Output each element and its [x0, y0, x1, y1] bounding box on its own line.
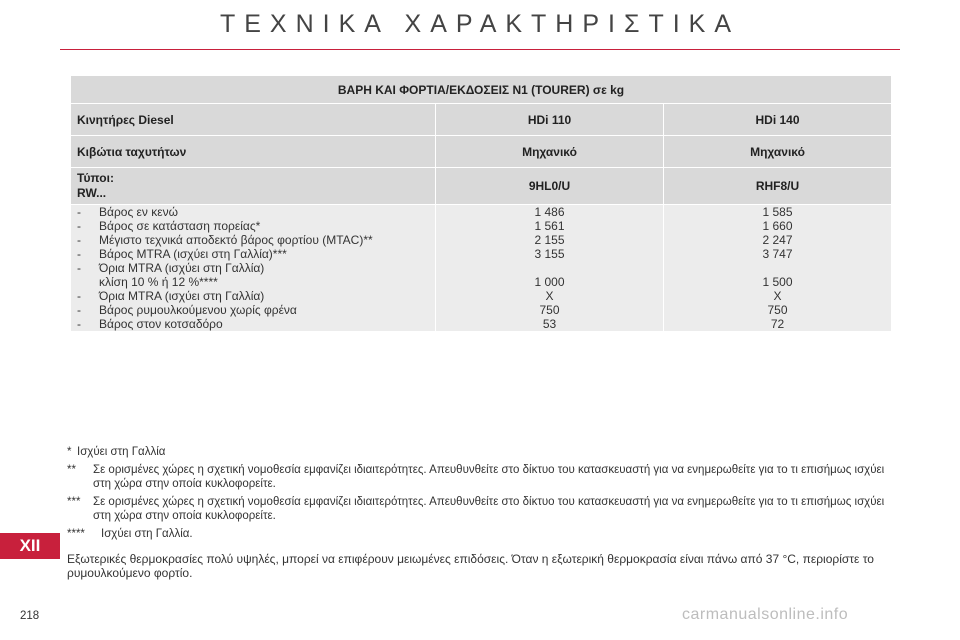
- table-row: [71, 219, 892, 233]
- row-dash: -: [77, 303, 81, 317]
- table-header-row: [71, 136, 892, 168]
- header-types-line1: Τύποι:: [77, 171, 114, 185]
- table-row: [71, 261, 892, 275]
- page-number: 218: [20, 610, 40, 622]
- footnote: [67, 495, 897, 523]
- table-row: [71, 205, 892, 220]
- row-value-col2: 750: [664, 303, 892, 317]
- header-types-col2: RHF8/U: [664, 168, 892, 205]
- row-label: Βάρος MTRA (ισχύει στη Γαλλία)***: [99, 247, 287, 261]
- row-value-col1: 53: [436, 317, 664, 331]
- footnotes: [67, 445, 897, 545]
- row-label: Όρια MTRA (ισχύει στη Γαλλία): [99, 261, 265, 275]
- row-value-col2: X: [664, 289, 892, 303]
- temperature-note: Εξωτερικές θερμοκρασίες πολύ υψηλές, μπορεί να επιφέρουν μειωμένες επιδόσεις. Όταν η εξωτερική θερμοκρασία είναι πάνω από 37 °C, περιορίστε το ρυμουλκούμενο φορτίο.: [67, 552, 874, 580]
- row-dash: -: [77, 261, 81, 275]
- footnote-text: Σε ορισμένες χώρες η σχετική νομοθεσία εμφανίζει ιδιαιτερότητες. Απευθυνθείτε στο δίκτυο του κατασκευαστή για να ενημερωθείτε για το τι επισήμως ισχύει στη χώρα στην οποία κυκλοφορείτε.: [93, 496, 885, 522]
- title-divider: [60, 49, 900, 50]
- row-value-col2: 1 585: [664, 205, 892, 220]
- row-value-col1: 1 000: [436, 275, 664, 289]
- weights-table: [70, 75, 892, 331]
- header-gearbox-col1: Μηχανικό: [436, 136, 664, 168]
- row-value-col1: 3 155: [436, 247, 664, 261]
- table-header-row: [71, 168, 892, 205]
- row-value-col1: 1 486: [436, 205, 664, 220]
- table-row: [71, 247, 892, 261]
- row-dash: -: [77, 247, 81, 261]
- row-label: Βάρος σε κατάσταση πορείας*: [99, 219, 261, 233]
- row-value-col1: 1 561: [436, 219, 664, 233]
- header-gearbox-label: Κιβώτια ταχυτήτων: [71, 136, 436, 168]
- row-label: Βάρος εν κενώ: [99, 205, 178, 219]
- header-types-label: [71, 168, 436, 205]
- footnote: [67, 527, 897, 541]
- header-types-line2: RW...: [77, 186, 107, 200]
- row-dash: -: [77, 219, 81, 233]
- row-value-col1: 750: [436, 303, 664, 317]
- footnote: [67, 445, 897, 459]
- row-dash: -: [77, 317, 81, 331]
- row-label: Μέγιστο τεχνικά αποδεκτό βάρος φορτίου (MTAC)**: [99, 233, 373, 247]
- row-value-col1: X: [436, 289, 664, 303]
- table-header-row: [71, 104, 892, 136]
- row-label: Όρια MTRA (ισχύει στη Γαλλία): [99, 289, 265, 303]
- footnote-text: Σε ορισμένες χώρες η σχετική νομοθεσία εμφανίζει ιδιαιτερότητες. Απευθυνθείτε στο δίκτυο του κατασκευαστή για να ενημερωθείτε για το τι επισήμως ισχύει στη χώρα στην οποία κυκλοφορείτε.: [93, 464, 885, 490]
- row-value-col1: [436, 261, 664, 275]
- row-value-col2: 3 747: [664, 247, 892, 261]
- row-label: Βάρος ρυμουλκούμενου χωρίς φρένα: [99, 303, 297, 317]
- table-title: ΒΑΡΗ ΚΑΙ ΦΟΡΤΙΑ/ΕΚΔΟΣΕΙΣ Ν1 (TOURER) σε kg: [71, 76, 892, 104]
- header-gearbox-col2: Μηχανικό: [664, 136, 892, 168]
- header-types-col1: 9HL0/U: [436, 168, 664, 205]
- row-label: κλίση 10 % ή 12 %****: [99, 275, 218, 289]
- row-value-col2: 72: [664, 317, 892, 331]
- watermark: carmanualsonline.info: [682, 606, 849, 623]
- row-dash: -: [77, 289, 81, 303]
- header-engine-col1: HDi 110: [436, 104, 664, 136]
- footnote-mark: **: [67, 464, 76, 476]
- row-value-col2: [664, 261, 892, 275]
- footnote: [67, 463, 897, 491]
- chapter-tab: XII: [0, 533, 60, 559]
- row-value-col2: 1 660: [664, 219, 892, 233]
- table-title-row: [71, 76, 892, 104]
- table-row: [71, 233, 892, 247]
- table-row: [71, 289, 892, 303]
- table-row: [71, 303, 892, 317]
- page-title: ΤΕΧΝΙΚΑ ΧΑΡΑΚΤΗΡΙΣΤΙΚΑ: [219, 10, 741, 38]
- table-row: [71, 317, 892, 331]
- table-row: [71, 275, 892, 289]
- footnote-mark: ***: [67, 496, 81, 508]
- row-value-col1: 2 155: [436, 233, 664, 247]
- footnote-mark: ****: [67, 528, 85, 540]
- header-engine-col2: HDi 140: [664, 104, 892, 136]
- footnote-mark: *: [67, 446, 72, 458]
- row-dash: -: [77, 205, 81, 219]
- row-label: Βάρος στον κοτσαδόρο: [99, 317, 223, 331]
- footnote-text: Ισχύει στη Γαλλία.: [101, 528, 193, 540]
- row-value-col2: 2 247: [664, 233, 892, 247]
- row-dash: -: [77, 233, 81, 247]
- row-value-col2: 1 500: [664, 275, 892, 289]
- header-engine-label: Κινητήρες Diesel: [71, 104, 436, 136]
- footnote-text: Ισχύει στη Γαλλία: [77, 446, 166, 458]
